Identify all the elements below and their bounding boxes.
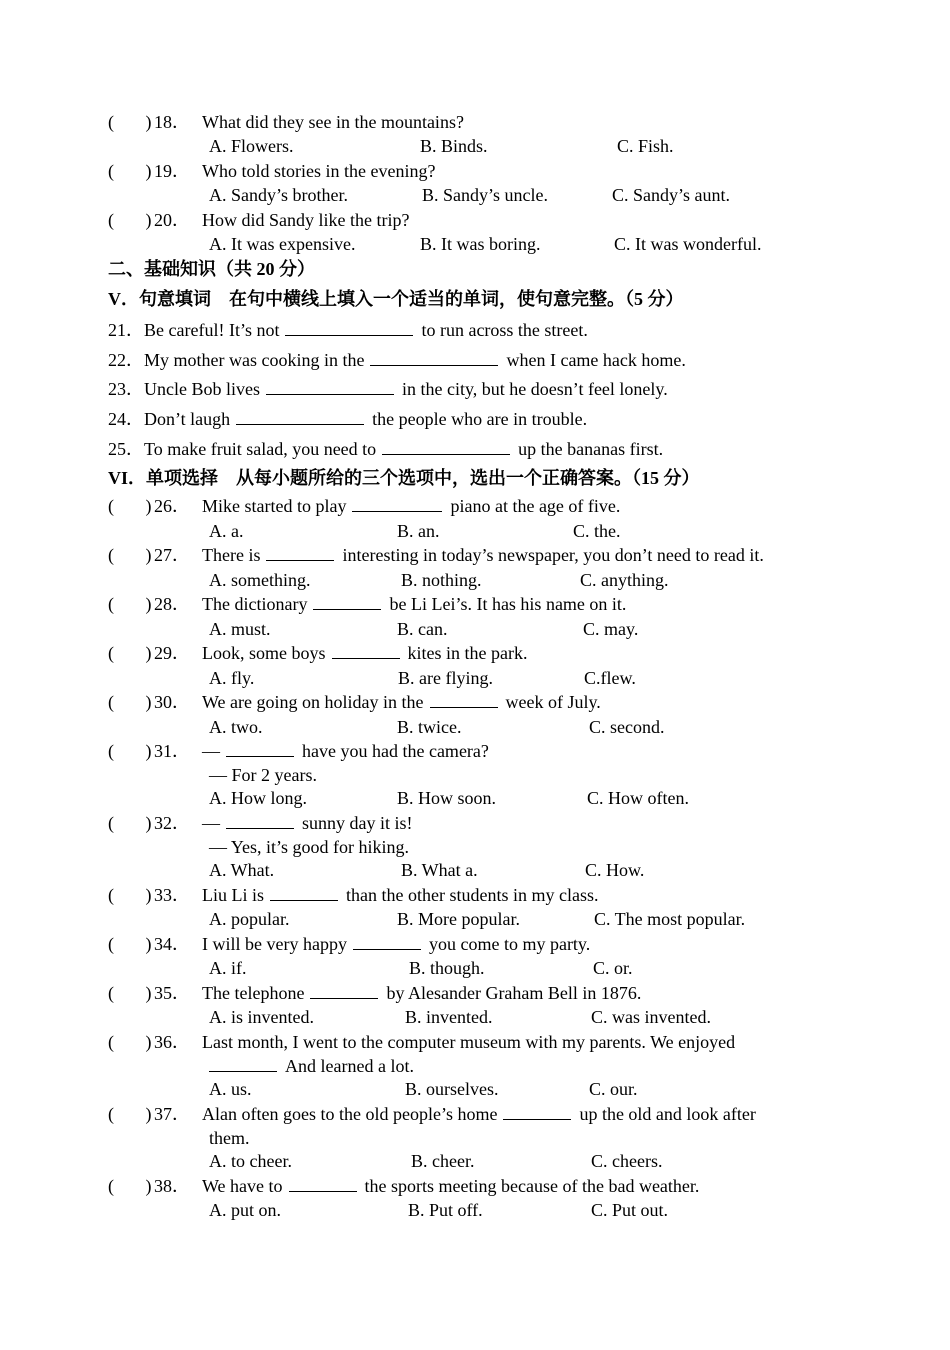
question-stem: Alan often goes to the old people’s home up the old and look after <box>202 1104 756 1124</box>
answer-blank[interactable] <box>289 1175 357 1192</box>
option-b: B. Sandy’s uncle. <box>422 185 548 205</box>
option-b: B. are flying. <box>398 668 493 688</box>
answer-blank[interactable] <box>503 1103 571 1120</box>
option-c: C. Put out. <box>591 1200 669 1220</box>
item-text-before: To make fruit salad, you need to <box>144 439 377 459</box>
answer-bracket: ( ) <box>108 934 152 954</box>
option-b: B. cheer. <box>411 1151 475 1171</box>
question-stem: Liu Li is than the other students in my class. <box>202 885 599 905</box>
option-a: A. to cheer. <box>209 1151 292 1171</box>
answer-bracket: ( ) <box>108 1176 152 1196</box>
answer-blank[interactable] <box>370 349 498 366</box>
option-c: C. How often. <box>587 788 689 808</box>
option-a: A. something. <box>209 570 311 590</box>
option-c: C. may. <box>583 619 639 639</box>
question-stem: Mike started to play piano at the age of five. <box>202 496 621 516</box>
answer-bracket: ( ) <box>108 1104 152 1124</box>
option-a: A. a. <box>209 521 244 541</box>
question-stem-continued: And learned a lot. <box>203 1055 414 1077</box>
question-number: 27． <box>154 545 190 565</box>
option-b: B. an. <box>397 521 440 541</box>
answer-blank[interactable] <box>310 982 378 999</box>
dialogue-reply: — For 2 years. <box>209 765 317 785</box>
answer-blank[interactable] <box>332 642 400 659</box>
question-number: 20． <box>154 210 190 230</box>
question-stem: — have you had the camera? <box>202 741 489 761</box>
question-number: 35． <box>154 983 190 1003</box>
dialogue-reply: — Yes, it’s good for hiking. <box>209 837 410 857</box>
answer-blank[interactable] <box>209 1055 277 1072</box>
answer-bracket: ( ) <box>108 983 152 1003</box>
option-b: B. How soon. <box>397 788 497 808</box>
item-text-before: Be careful! It’s not <box>144 320 280 340</box>
option-a: A. us. <box>209 1079 252 1099</box>
section-6-title: VI．单项选择 <box>108 468 219 488</box>
item-number: 22． <box>108 350 144 370</box>
question-stem: We have to the sports meeting because of the bad weather. <box>202 1176 700 1196</box>
option-a: A. two. <box>209 717 263 737</box>
answer-blank[interactable] <box>266 378 394 395</box>
answer-bracket: ( ) <box>108 161 152 181</box>
item-text-after: when I came hack home. <box>506 350 686 370</box>
option-b: B. More popular. <box>397 909 520 929</box>
option-c: C. Fish. <box>617 136 674 156</box>
answer-blank[interactable] <box>226 740 294 757</box>
question-stem: What did they see in the mountains? <box>202 112 464 132</box>
option-b: B. twice. <box>397 717 462 737</box>
option-b: B. can. <box>397 619 448 639</box>
section-6-instruction: 从每小题所给的三个选项中，选出一个正确答案。（15 分） <box>236 468 700 488</box>
question-number: 29． <box>154 643 190 663</box>
answer-blank[interactable] <box>270 884 338 901</box>
answer-bracket: ( ) <box>108 643 152 663</box>
option-a: A. fly. <box>209 668 255 688</box>
fill-item-23 <box>108 378 668 400</box>
item-number: 25． <box>108 439 144 459</box>
option-b: B. It was boring. <box>420 234 541 254</box>
option-c: C. cheers. <box>591 1151 663 1171</box>
answer-bracket: ( ) <box>108 496 152 516</box>
section-2-title: 二、基础知识（共 20 分） <box>108 259 315 279</box>
question-stem: I will be very happy you come to my party. <box>202 934 591 954</box>
section-5-instruction: 在句中横线上填入一个适当的单词，使句意完整。（5 分） <box>229 289 684 309</box>
option-c: C. It was wonderful. <box>614 234 762 254</box>
item-text-after: to run across the street. <box>421 320 588 340</box>
question-number: 19． <box>154 161 190 181</box>
item-text-after: in the city, but he doesn’t feel lonely. <box>401 379 668 399</box>
item-text-after: the people who are in trouble. <box>372 409 588 429</box>
option-c: C. or. <box>593 958 633 978</box>
question-stem: The dictionary be Li Lei’s. It has his name on it. <box>202 594 627 614</box>
option-c: C.flew. <box>584 668 636 688</box>
option-c: C. was invented. <box>591 1007 711 1027</box>
option-c: C. The most popular. <box>594 909 746 929</box>
answer-bracket: ( ) <box>108 1032 152 1052</box>
option-b: B. invented. <box>405 1007 493 1027</box>
question-number: 18． <box>154 112 190 132</box>
option-b: B. though. <box>409 958 485 978</box>
option-c: C. anything. <box>580 570 669 590</box>
option-a: A. Flowers. <box>209 136 294 156</box>
section-6-heading <box>108 467 700 489</box>
answer-bracket: ( ) <box>108 112 152 132</box>
answer-bracket: ( ) <box>108 741 152 761</box>
section-5-title: V．句意填词 <box>108 289 211 309</box>
item-number: 21． <box>108 320 144 340</box>
answer-bracket: ( ) <box>108 545 152 565</box>
option-a: A. must. <box>209 619 271 639</box>
question-stem-continued: them. <box>209 1128 250 1148</box>
item-text-before: Uncle Bob lives <box>144 379 260 399</box>
answer-blank[interactable] <box>313 593 381 610</box>
item-number: 23． <box>108 379 144 399</box>
option-a: A. if. <box>209 958 247 978</box>
answer-blank[interactable] <box>226 812 294 829</box>
question-stem: — sunny day it is! <box>202 813 413 833</box>
answer-blank[interactable] <box>236 408 364 425</box>
item-text-before: Don’t laugh <box>144 409 231 429</box>
question-number: 32． <box>154 813 190 833</box>
question-number: 37． <box>154 1104 190 1124</box>
question-number: 38． <box>154 1176 190 1196</box>
answer-blank[interactable] <box>382 438 510 455</box>
answer-blank[interactable] <box>353 933 421 950</box>
option-b: B. Binds. <box>420 136 488 156</box>
option-a: A. put on. <box>209 1200 281 1220</box>
question-stem: We are going on holiday in the week of July. <box>202 692 601 712</box>
option-a: A. Sandy’s brother. <box>209 185 348 205</box>
option-c: C. Sandy’s aunt. <box>612 185 731 205</box>
answer-blank[interactable] <box>352 495 442 512</box>
answer-blank[interactable] <box>266 544 334 561</box>
question-number: 34． <box>154 934 190 954</box>
fill-item-24 <box>108 408 587 430</box>
answer-bracket: ( ) <box>108 692 152 712</box>
fill-item-22 <box>108 349 686 371</box>
option-b: B. Put off. <box>408 1200 483 1220</box>
answer-blank[interactable] <box>285 319 413 336</box>
answer-blank[interactable] <box>430 691 498 708</box>
question-stem: Look, some boys kites in the park. <box>202 643 528 663</box>
question-number: 33． <box>154 885 190 905</box>
answer-bracket: ( ) <box>108 885 152 905</box>
option-c: C. the. <box>573 521 621 541</box>
question-stem: There is interesting in today’s newspaper, you don’t need to read it. <box>202 545 764 565</box>
question-number: 30． <box>154 692 190 712</box>
question-number: 26． <box>154 496 190 516</box>
option-a: A. It was expensive. <box>209 234 356 254</box>
fill-item-21 <box>108 319 588 341</box>
option-a: A. How long. <box>209 788 307 808</box>
question-stem: Last month, I went to the computer museum with my parents. We enjoyed <box>202 1032 736 1052</box>
question-number: 28． <box>154 594 190 614</box>
option-a: A. is invented. <box>209 1007 314 1027</box>
option-a: A. popular. <box>209 909 290 929</box>
item-text-before: My mother was cooking in the <box>144 350 365 370</box>
option-c: C. our. <box>589 1079 638 1099</box>
option-b: B. ourselves. <box>405 1079 499 1099</box>
question-number: 36． <box>154 1032 190 1052</box>
question-stem: The telephone by Alesander Graham Bell in 1876. <box>202 983 642 1003</box>
option-c: C. How. <box>585 860 645 880</box>
item-text-after: up the bananas first. <box>518 439 664 459</box>
answer-bracket: ( ) <box>108 210 152 230</box>
fill-item-25 <box>108 438 663 460</box>
answer-bracket: ( ) <box>108 813 152 833</box>
question-number: 31． <box>154 741 190 761</box>
question-stem: How did Sandy like the trip? <box>202 210 410 230</box>
question-stem: Who told stories in the evening? <box>202 161 436 181</box>
section-5-heading <box>108 288 684 310</box>
option-b: B. nothing. <box>401 570 482 590</box>
answer-bracket: ( ) <box>108 594 152 614</box>
option-c: C. second. <box>589 717 665 737</box>
item-number: 24． <box>108 409 144 429</box>
option-a: A. What. <box>209 860 275 880</box>
option-b: B. What a. <box>401 860 478 880</box>
